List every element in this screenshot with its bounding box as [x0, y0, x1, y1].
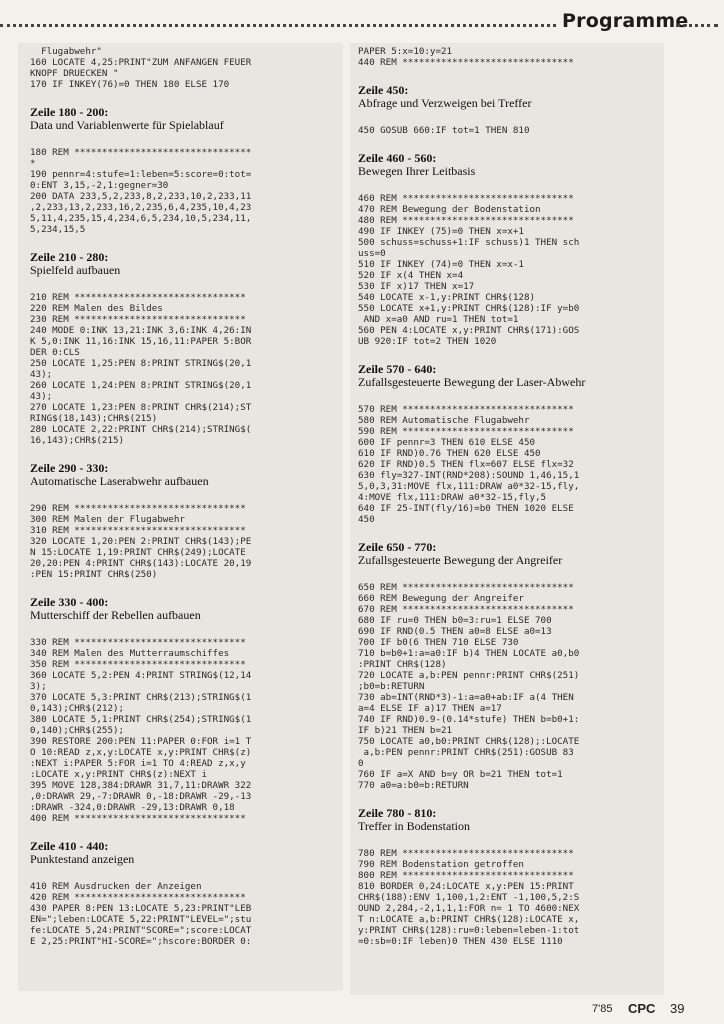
- code-line: IF b)21 THEN b=21: [358, 725, 453, 736]
- section-heading: Zeile 410 - 440:: [30, 839, 109, 853]
- code-line: :PEN 15:PRINT CHR$(250): [30, 569, 158, 580]
- code-line: 160 LOCATE 4,25:PRINT"ZUM ANFANGEN FEUER: [30, 57, 252, 68]
- section-title: Programme: [562, 10, 689, 32]
- code-line: 390 RESTORE 200:PEN 11:PAPER 0:FOR i=1 T: [30, 736, 252, 747]
- code-line: 400 REM *******************************: [30, 813, 246, 824]
- code-line: N 15:LOCATE 1,19:PRINT CHR$(249);LOCATE: [30, 547, 246, 558]
- code-line: 530 IF x)17 THEN x=17: [358, 281, 475, 292]
- left-column: [18, 43, 343, 991]
- section-subtitle: Data und Variablenwerte für Spielablauf: [30, 118, 224, 132]
- code-line: Flugabwehr": [30, 46, 102, 57]
- code-line: DER 0:CLS: [30, 347, 80, 358]
- code-line: 5,11,4,235,15,4,234,6,5,234,10,5,234,11,: [30, 213, 252, 224]
- code-line: 16,143);CHR$(215): [30, 435, 125, 446]
- listing-section: [30, 462, 335, 580]
- code-line: y:PRINT CHR$(128):ru=0:leben=leben-1:tot: [358, 925, 580, 936]
- code-line: 690 IF RND(0.5 THEN a0=8 ELSE a0=13: [358, 626, 552, 637]
- code-line: 220 REM Malen des Bildes: [30, 303, 163, 314]
- issue-date: 7'85: [592, 1003, 613, 1015]
- section-heading: Zeile 330 - 400:: [30, 595, 109, 609]
- code-line: OUND 2,284,-2,1,1,1:FOR n= 1 TO 4600:NEX: [358, 903, 580, 914]
- code-line: 300 REM Malen der Flugabwehr: [30, 514, 185, 525]
- code-line: fe:LOCATE 5,24:PRINT"SCORE=";score:LOCAT: [30, 925, 252, 936]
- listing-section: [358, 152, 656, 347]
- section-heading: Zeile 570 - 640:: [358, 362, 437, 376]
- code-line: 240 MODE 0:INK 13,21:INK 3,6:INK 4,26:IN: [30, 325, 252, 336]
- code-line: 330 REM *******************************: [30, 637, 246, 648]
- code-line: 320 LOCATE 1,20:PEN 2:PRINT CHR$(143);PE: [30, 536, 252, 547]
- code-line: 490 IF INKEY (75)=0 THEN x=x+1: [358, 226, 524, 237]
- code-line: CHR$(188):ENV 1,100,1,2:ENT -1,100,5,2:S: [358, 892, 580, 903]
- section-subtitle: Punktestand anzeigen: [30, 852, 135, 866]
- code-line: 280 LOCATE 2,22:PRINT CHR$(214);STRING$(: [30, 424, 252, 435]
- code-line: 170 IF INKEY(76)=0 THEN 180 ELSE 170: [30, 79, 230, 90]
- listing-section: [30, 840, 335, 947]
- section-heading: Zeile 460 - 560:: [358, 151, 437, 165]
- code-line: K 5,0:INK 11,16:INK 15,16,11:PAPER 5:BOR: [30, 336, 252, 347]
- code-line: PAPER 5:x=10:y=21: [358, 46, 453, 57]
- code-line: RING$(18,143);CHR$(215): [30, 413, 158, 424]
- code-line: 230 REM *******************************: [30, 314, 246, 325]
- code-line: 630 fly=327-INT(RND*208):SOUND 1,46,15,1: [358, 470, 580, 481]
- code-line: =0:sb=0:IF leben)0 THEN 430 ELSE 1110: [358, 936, 563, 947]
- section-subtitle: Spielfeld aufbauen: [30, 263, 121, 277]
- code-line: 680 IF ru=0 THEN b0=3:ru=1 ELSE 700: [358, 615, 552, 626]
- code-line: uss=0: [358, 248, 386, 259]
- code-line: 740 IF RND)0.9-(0.14*stufe) THEN b=b0+1:: [358, 714, 580, 725]
- section-subtitle: Mutterschiff der Rebellen aufbauen: [30, 608, 201, 622]
- code-line: 640 IF 25-INT(fly/16)=b0 THEN 1020 ELSE: [358, 503, 574, 514]
- section-heading: Zeile 210 - 280:: [30, 250, 109, 264]
- code-line: ;b0=b:RETURN: [358, 681, 425, 692]
- code-line: 470 REM Bewegung der Bodenstation: [358, 204, 541, 215]
- code-line: 560 PEN 4:LOCATE x,y:PRINT CHR$(171):GOS: [358, 325, 580, 336]
- code-line: 3);: [30, 681, 47, 692]
- code-line: 660 REM Bewegung der Angreifer: [358, 593, 524, 604]
- code-line: 790 REM Bodenstation getroffen: [358, 859, 524, 870]
- page-number: 39: [670, 1001, 685, 1016]
- code-line: ,0:DRAWR 29,-7:DRAWR 0,-18:DRAWR -29,-13: [30, 791, 252, 802]
- code-line: 430 PAPER 8:PEN 13:LOCATE 5,23:PRINT"LEB: [30, 903, 252, 914]
- code-line: 760 IF a=X AND b=y OR b=21 THEN tot=1: [358, 769, 563, 780]
- listing-section: [358, 84, 656, 136]
- listing-section: [358, 541, 656, 791]
- code-line: E 2,25:PRINT"HI-SCORE=";hscore:BORDER 0:: [30, 936, 252, 947]
- code-line: 720 LOCATE a,b:PEN pennr:PRINT CHR$(251): [358, 670, 580, 681]
- code-line: 340 REM Malen des Mutterraumschiffes: [30, 648, 230, 659]
- section-subtitle: Abfrage und Verzweigen bei Treffer: [358, 96, 532, 110]
- code-line: 700 IF b0(6 THEN 710 ELSE 730: [358, 637, 519, 648]
- section-heading: Zeile 180 - 200:: [30, 105, 109, 119]
- code-line: 520 IF x(4 THEN x=4: [358, 270, 464, 281]
- section-subtitle: Bewegen Ihrer Leitbasis: [358, 164, 476, 178]
- code-line: 43);: [30, 369, 53, 380]
- code-line: 440 REM *******************************: [358, 57, 574, 68]
- code-line: 590 REM *******************************: [358, 426, 574, 437]
- code-line: 730 ab=INT(RND*3)-1:a=a0+ab:IF a(4 THEN: [358, 692, 574, 703]
- code-line: ,2,233,13,2,233,16,2,235,6,4,235,10,4,23: [30, 202, 252, 213]
- code-line: 43);: [30, 391, 53, 402]
- code-line: :DRAWR -324,0:DRAWR -29,13:DRAWR 0,18: [30, 802, 235, 813]
- code-line: 710 b=b0+1:a=a0:IF b)4 THEN LOCATE a0,b0: [358, 648, 580, 659]
- code-line: 620 IF RND)0.5 THEN flx=607 ELSE flx=32: [358, 459, 574, 470]
- code-line: T n:LOCATE a,b:PRINT CHR$(128):LOCATE x,: [358, 914, 580, 925]
- code-line: 20,20:PEN 4:PRINT CHR$(143):LOCATE 20,19: [30, 558, 252, 569]
- section-heading: Zeile 290 - 330:: [30, 461, 109, 475]
- code-line: 0,143);CHR$(212);: [30, 703, 125, 714]
- code-line: 650 REM *******************************: [358, 582, 574, 593]
- code-line: KNOPF DRUECKEN ": [30, 68, 119, 79]
- code-line: :LOCATE x,y:PRINT CHR$(z):NEXT i: [30, 769, 208, 780]
- code-line: O 10:READ z,x,y:LOCATE x,y:PRINT CHR$(z): [30, 747, 252, 758]
- code-line: 610 IF RND)0.76 THEN 620 ELSE 450: [358, 448, 541, 459]
- code-line: 570 REM *******************************: [358, 404, 574, 415]
- code-line: 510 IF INKEY (74)=0 THEN x=x-1: [358, 259, 524, 270]
- code-line: 5,0,3,31:MOVE flx,111:DRAW a0*32-15,fly,: [358, 481, 580, 492]
- code-line: 395 MOVE 128,384:DRAWR 31,7,11:DRAWR 322: [30, 780, 252, 791]
- code-line: 310 REM *******************************: [30, 525, 246, 536]
- listing-section: [30, 106, 335, 235]
- section-heading: Zeile 780 - 810:: [358, 806, 437, 820]
- code-line: 5,234,15,5: [30, 224, 86, 235]
- code-line: 410 REM Ausdrucken der Anzeigen: [30, 881, 202, 892]
- code-line: 580 REM Automatische Flugabwehr: [358, 415, 530, 426]
- code-line: EN=";leben:LOCATE 5,22:PRINT"LEVEL=";stu: [30, 914, 252, 925]
- section-heading: Zeile 450:: [358, 83, 409, 97]
- code-line: 290 REM *******************************: [30, 503, 246, 514]
- code-line: a=4 ELSE IF a)17 THEN a=17: [358, 703, 502, 714]
- code-line: 0: [358, 758, 364, 769]
- code-line: AND x=a0 AND ru=1 THEN tot=1: [358, 314, 519, 325]
- section-subtitle: Zufallsgesteuerte Bewegung der Angreifer: [358, 553, 563, 567]
- code-line: a,b:PEN pennr:PRINT CHR$(251):GOSUB 83: [358, 747, 574, 758]
- code-line: 180 REM ********************************: [30, 147, 252, 158]
- code-line: 0,140);CHR$(255);: [30, 725, 125, 736]
- code-line: 200 DATA 233,5,2,233,8,2,233,10,2,233,11: [30, 191, 252, 202]
- code-line: 780 REM *******************************: [358, 848, 574, 859]
- code-line: 4:MOVE flx,111:DRAW a0*32-15,fly,5: [358, 492, 547, 503]
- section-subtitle: Treffer in Bodenstation: [358, 819, 470, 833]
- code-line: :PRINT CHR$(128): [358, 659, 447, 670]
- listing-section: [30, 251, 335, 446]
- code-line: 460 REM *******************************: [358, 193, 574, 204]
- code-line: 550 LOCATE x+1,y:PRINT CHR$(128):IF y=b0: [358, 303, 580, 314]
- code-line: 370 LOCATE 5,3:PRINT CHR$(213);STRING$(1: [30, 692, 252, 703]
- code-line: 600 IF pennr=3 THEN 610 ELSE 450: [358, 437, 536, 448]
- header-rule-right: [676, 24, 718, 27]
- code-line: 670 REM *******************************: [358, 604, 574, 615]
- code-line: UB 920:IF tot=2 THEN 1020: [358, 336, 497, 347]
- header-rule: [0, 24, 556, 27]
- code-line: 210 REM *******************************: [30, 292, 246, 303]
- code-line: 260 LOCATE 1,24:PEN 8:PRINT STRING$(20,1: [30, 380, 252, 391]
- code-line: *: [30, 158, 36, 169]
- code-line: 800 REM *******************************: [358, 870, 574, 881]
- section-heading: Zeile 650 - 770:: [358, 540, 437, 554]
- code-line: 250 LOCATE 1,25:PEN 8:PRINT STRING$(20,1: [30, 358, 252, 369]
- code-line: 270 LOCATE 1,23:PEN 8:PRINT CHR$(214);ST: [30, 402, 252, 413]
- code-line: 360 LOCATE 5,2:PEN 4:PRINT STRING$(12,14: [30, 670, 252, 681]
- code-line: 540 LOCATE x-1,y:PRINT CHR$(128): [358, 292, 536, 303]
- code-line: 770 a0=a:b0=b:RETURN: [358, 780, 469, 791]
- section-subtitle: Zufallsgesteuerte Bewegung der Laser-Abwehr: [358, 375, 586, 389]
- code-line: :NEXT i:PAPER 5:FOR i=1 TO 4:READ z,x,y: [30, 758, 246, 769]
- code-line: 450: [358, 514, 375, 525]
- code-line: 190 pennr=4:stufe=1:leben=5:score=0:tot=: [30, 169, 252, 180]
- code-line: 450 GOSUB 660:IF tot=1 THEN 810: [358, 125, 530, 136]
- code-line: 750 LOCATE a0,b0:PRINT CHR$(128);:LOCATE: [358, 736, 580, 747]
- magazine-name: CPC: [628, 1001, 656, 1016]
- listing-section: [358, 363, 656, 525]
- code-line: 480 REM *******************************: [358, 215, 574, 226]
- code-line: 420 REM *******************************: [30, 892, 246, 903]
- code-line: 350 REM *******************************: [30, 659, 246, 670]
- right-column: [350, 43, 664, 995]
- code-line: 810 BORDER 0,24:LOCATE x,y:PEN 15:PRINT: [358, 881, 574, 892]
- code-line: 380 LOCATE 5,1:PRINT CHR$(254);STRING$(1: [30, 714, 252, 725]
- code-line: 500 schuss=schuss+1:IF schuss)1 THEN sch: [358, 237, 580, 248]
- section-subtitle: Automatische Laserabwehr aufbauen: [30, 474, 209, 488]
- listing-section: [358, 807, 656, 947]
- code-line: 0:ENT 3,15,-2,1:gegner=30: [30, 180, 169, 191]
- listing-section: [30, 596, 335, 824]
